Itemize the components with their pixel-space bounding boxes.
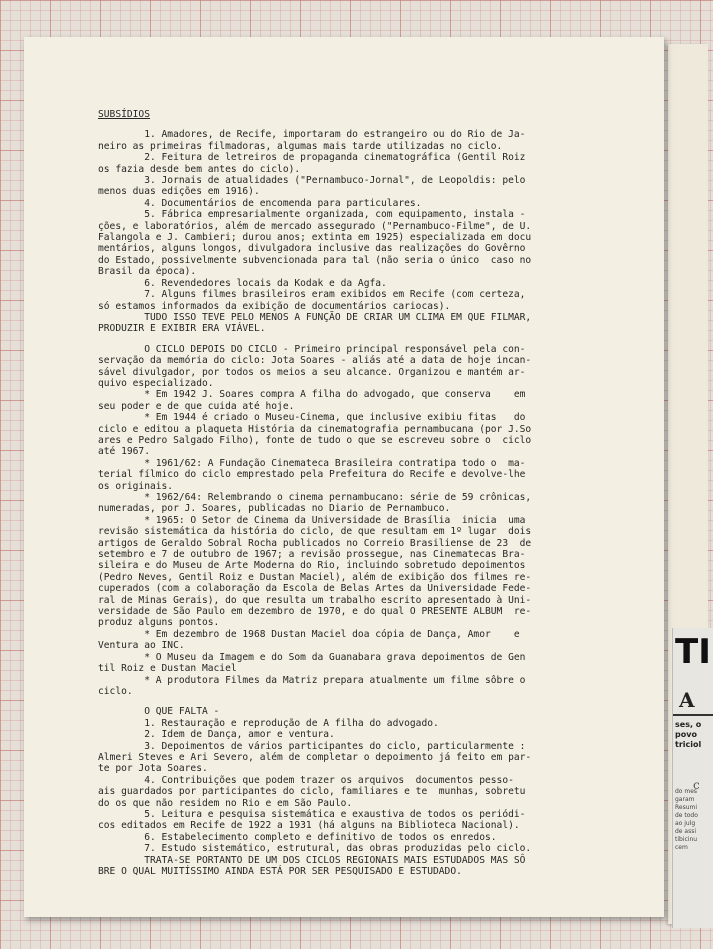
paragraph-spacer — [98, 120, 654, 129]
text-line: 7. Estudo sistemático, estrutural, das obras produzidas pelo ciclo. — [98, 843, 532, 855]
clipping-rule — [673, 714, 713, 716]
document-page — [24, 37, 664, 917]
text-line: 5. Leitura e pesquisa sistemática e exaustiva de todos os periódi- — [98, 808, 526, 820]
text-line: O CICLO DEPOIS DO CICLO - Primeiro principal responsável pela con- — [98, 343, 526, 355]
text-line: * 1961/62: A Fundação Cinemateca Brasileira contratipa todo o ma- — [98, 457, 526, 469]
clipping-body-line: de assi — [675, 828, 697, 835]
text-line: sileira e do Museu de Arte Moderna do Rio, incluindo sobretudo depoimentos — [98, 560, 526, 572]
clipping-subheadline: A — [679, 688, 695, 712]
text-line: * Em dezembro de 1968 Dustan Maciel doa cópia de Dança, Amor e — [98, 628, 520, 640]
clipping-lead — [675, 720, 701, 750]
text-line: servação da memória do ciclo: Jota Soares - aliás até a data de hoje incan- — [98, 355, 532, 367]
text-line: O QUE FALTA - — [98, 706, 220, 718]
clipping-lead-line: triciol — [675, 740, 702, 749]
newspaper-clipping — [672, 628, 713, 928]
text-line: 6. Revendedores locais da Kodak e da Agfa. — [98, 277, 387, 289]
document-text — [98, 109, 654, 877]
text-line: do os que não residem no Rio e em São Paulo. — [98, 797, 353, 809]
clipping-body-line: garam — [675, 796, 695, 803]
text-line: te por Jota Soares. — [98, 763, 208, 775]
text-line: * Em 1944 é criado o Museu-Cinema, que inclusive exibiu fitas do — [98, 412, 526, 424]
section-heading: SUBSÍDIOS — [98, 109, 150, 120]
text-line: 5. Fábrica empresarialmente organizada, com equipamento, instala - — [98, 209, 526, 221]
text-line: Falangola e J. Cambieri; durou anos; extinta em 1925) especializada em docu — [98, 232, 532, 244]
text-line: ares e Pedro Salgado Filho), fonte de tudo o que se escreveu sobre o ciclo — [98, 434, 532, 446]
text-line: * 1965: O Setor de Cinema da Universidade de Brasília inicia uma — [98, 514, 526, 526]
text-line: neiro as primeiras filmadoras, algumas mais tarde utilizadas no ciclo. — [98, 140, 503, 152]
text-line: cos editados em Recife de 1922 a 1931 (há alguns na Biblioteca Nacional). — [98, 820, 520, 832]
text-line: setembro e 7 de outubro de 1967; a revisão prossegue, nas Cinematecas Bra- — [98, 549, 526, 561]
text-line: Ventura ao INC. — [98, 640, 185, 652]
clipping-body-line: tibicinu — [675, 836, 698, 843]
text-line: os fazia desde bem antes do ciclo). — [98, 163, 301, 175]
text-line: 2. Feitura de letreiros de propaganda cinematográfica (Gentil Roiz — [98, 152, 526, 164]
text-line: os originais. — [98, 480, 174, 492]
text-line: 7. Alguns filmes brasileiros eram exibidos em Recife (com certeza, — [98, 289, 526, 301]
text-line: * Em 1942 J. Soares compra A filha do advogado, que conserva em — [98, 389, 526, 401]
clipping-body-line: de todo — [675, 812, 698, 819]
text-line: revisão sistemática da história do ciclo, de que resultam em 1º lugar dois — [98, 526, 532, 538]
clipping-lead-line: ses, o — [675, 720, 702, 729]
text-line: ral de Minas Gerais), do que resulta um trabalho escrito apresentado à Uni- — [98, 594, 532, 606]
text-line: ções, e laboratórios, além de mercado assegurado ("Pernambuco-Filme", de U. — [98, 220, 532, 232]
clipping-headline: TI — [675, 632, 711, 672]
text-line: menos duas edições em 1916). — [98, 186, 260, 198]
text-line: * A produtora Filmes da Matriz prepara atualmente um filme sôbre o — [98, 674, 526, 686]
clipping-body — [675, 788, 698, 852]
clipping-body-line: cem — [675, 844, 688, 851]
paragraph-spacer — [98, 697, 654, 706]
text-line: TRATA-SE PORTANTO DE UM DOS CICLOS REGIONAIS MAIS ESTUDADOS MAS SÔ — [98, 854, 526, 866]
text-line: seu poder e de que cuida até hoje. — [98, 400, 295, 412]
text-line: til Roiz e Dustan Maciel — [98, 663, 237, 675]
text-line: ciclo e editou a plaqueta História da cinematografia pernambucana (por J.So — [98, 423, 532, 435]
text-line: versidade de São Paulo em dezembro de 1970, e do qual O PRESENTE ALBUM re- — [98, 606, 532, 618]
text-line: 1. Restauração e reprodução de A filha do advogado. — [98, 717, 439, 729]
text-line: terial fílmico do ciclo emprestado pela Prefeitura do Recife e devolve-lhe — [98, 469, 526, 481]
clipping-body-line: do mes — [675, 788, 698, 795]
text-line: produz alguns pontos. — [98, 617, 220, 629]
text-line: só estamos informados da exibição de documentários cariocas). — [98, 300, 451, 312]
clipping-body-line: Resumi — [675, 804, 698, 811]
text-line: sável divulgador, por todos os meios a seu alcance. Organizou e mantém ar- — [98, 366, 526, 378]
text-line: mentários, alguns longos, divulgadora inclusive das realizações do Govêrno — [98, 243, 526, 255]
text-line: TUDO ISSO TEVE PELO MENOS A FUNÇÃO DE CRIAR UM CLIMA EM QUE FILMAR, — [98, 311, 532, 323]
text-line: 4. Documentários de encomenda para particulares. — [98, 197, 422, 209]
text-line: cuperados (com a colaboração da Escola de Belas Artes da Universidade Fede- — [98, 583, 532, 595]
text-line: * 1962/64: Relembrando o cinema pernambucano: série de 59 crônicas, — [98, 492, 532, 503]
text-line: 2. Idem de Dança, amor e ventura. — [98, 729, 335, 741]
text-line: * O Museu da Imagem e do Som da Guanabara grava depoimentos de Gen — [98, 651, 526, 663]
text-line: 6. Estabelecimento completo e definitivo de todos os enredos. — [98, 831, 497, 843]
text-line: até 1967. — [98, 446, 150, 458]
clipping-body-line: ao julg — [675, 820, 696, 827]
paragraph-spacer — [98, 335, 654, 344]
text-line: 1. Amadores, de Recife, importaram do estrangeiro ou do Rio de Ja- — [98, 129, 526, 141]
text-line: do Estado, possivelmente subvencionada para tal (não seria o único caso no — [98, 254, 532, 266]
text-line: ais guardados por participantes do ciclo, familiares e te munhas, sobretu — [98, 786, 526, 798]
text-line: PRODUZIR E EXIBIR ERA VIÁVEL. — [98, 323, 266, 335]
text-line: ciclo. — [98, 685, 133, 697]
text-line: quivo especializado. — [98, 377, 214, 389]
clipping-letter: c — [693, 778, 700, 792]
clipping-lead-line: povo — [675, 730, 697, 739]
text-line: artigos de Geraldo Sobral Rocha publicados no Correio Brasiliense de 23 de — [98, 537, 532, 549]
text-line: Brasil da época). — [98, 266, 197, 278]
text-line: 3. Depoimentos de vários participantes do ciclo, particularmente : — [98, 740, 526, 752]
text-line: 3. Jornais de atualidades ("Pernambuco-Jornal", de Leopoldis: pelo — [98, 175, 526, 187]
text-line: 4. Contribuições que podem trazer os arquivos documentos pesso- — [98, 774, 514, 786]
text-line: Almeri Steves e Ari Severo, além de completar o depoimento já feito em par- — [98, 751, 532, 763]
text-line: numeradas, por J. Soares, publicadas no Diario de Pernambuco. — [98, 503, 451, 515]
text-line: (Pedro Neves, Gentil Roiz e Dustan Maciel), além de exibição dos filmes re- — [98, 571, 532, 583]
text-line: BRE O QUAL MUITÍSSIMO AINDA ESTÁ POR SER PESQUISADO E ESTUDADO. — [98, 866, 462, 877]
